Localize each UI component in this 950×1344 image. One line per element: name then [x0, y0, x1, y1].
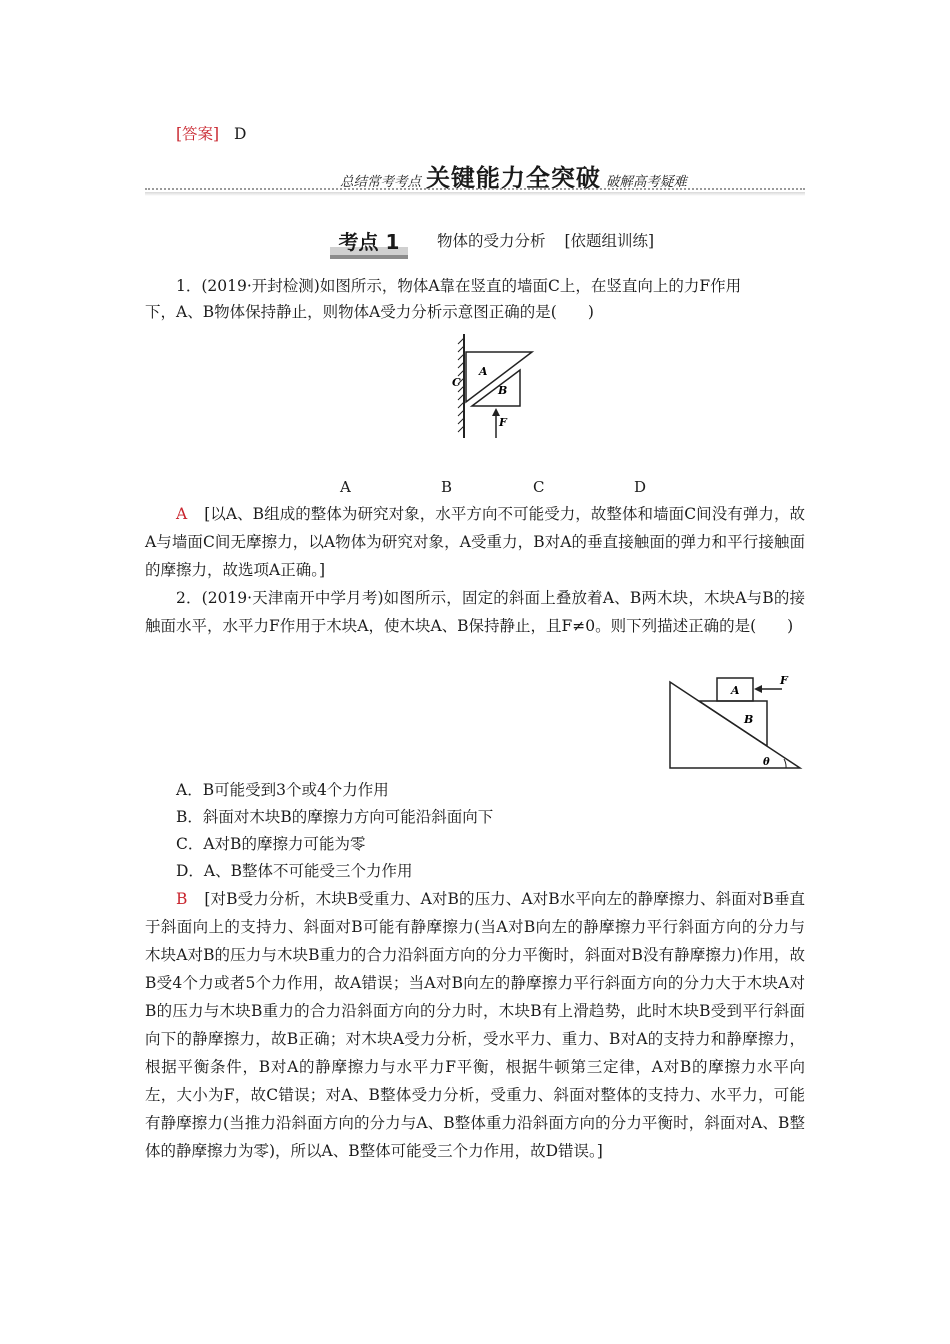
- q1-choice-d: D: [634, 478, 647, 496]
- q2-stem: 2．(2019·天津南开中学月考)如图所示，固定的斜面上叠放着A、B两木块，木块A与B的接触面水平，水平力F作用于木块A，使木块A、B保持静止，且F≠0。则下列描述正确的是( ): [145, 589, 805, 635]
- q1-choice-c: C: [533, 478, 545, 496]
- q1-force-arrowhead: [492, 408, 500, 416]
- section-tag: [依题组训练]: [564, 232, 655, 250]
- q1-answer-letter: A: [176, 505, 188, 523]
- q1-choice-a: A: [340, 478, 351, 496]
- banner-center: 关键能力全突破: [425, 164, 601, 192]
- q2-answer-letter: B: [176, 890, 188, 908]
- banner-left: 总结常考考点: [340, 174, 421, 190]
- q1-solution-text: [以A、B组成的整体为研究对象，水平方向不可能受力，故整体和墙面C间没有弹力，故A与墙面C间无摩擦力，以A物体为研究对象，A受重力，B对A的垂直接触面的弹力和平行接触面的摩擦力，故选项A正确。]: [145, 505, 805, 579]
- q1-label-f: F: [499, 416, 507, 429]
- q2-force-arrowhead: [754, 685, 762, 693]
- q1-label-c: C: [452, 376, 461, 389]
- section-badge: 考点 1: [330, 229, 408, 259]
- banner-shadow-rule: [145, 192, 805, 196]
- q2-label-a: A: [731, 684, 740, 697]
- q1-line1: 1．(2019·开封检测)如图所示，物体A靠在竖直的墙面C上，在竖直向上的力F作用: [176, 277, 742, 295]
- q2-angle-arc: [784, 759, 786, 768]
- banner-right: 破解高考疑难: [605, 174, 687, 190]
- q2-solution-text: [对B受力分析，木块B受重力、A对B的压力、A对B水平向左的静摩擦力、斜面对B垂直于斜面向上的支持力、斜面对B可能有静摩擦力(当A对B向左的静摩擦力平行斜面方向的分力与木块A对B的压力与木块B重力的合力沿斜面方向的分力平衡时，斜面对B没有静摩擦力)作用，故B受4个力或者5个力作用，故A错误；当A对B向左的静摩擦力平行斜面方向的分力大于木块A对B的压力与木块B重力的合力沿斜面方向的分力时，木块B有上滑趋势，此时木块B受到平行斜面向下的静摩擦力，故B正确；对木块A受力分析，受水平力、重力、B对A的支持力和静摩擦力，根据平衡条件，B对A的静摩擦力与水平力F平衡，根据牛顿第三定律，A对B的摩擦力水平向左，大小为F，故C错误；对A、B整体受力分析，受重力、斜面对整体的支持力、水平力，可能有静摩擦力(当推力沿斜面方向的分力与A、B整体重力沿斜面方向的分力平衡时，斜面对A、B整体的静摩擦力为零)，所以A、B整体可能受三个力作用，故D错误。]: [145, 890, 805, 1160]
- q1-label-b: B: [498, 384, 508, 397]
- answer-label: [答案]: [176, 125, 220, 143]
- q2-option-d: D．A、B整体不可能受三个力作用: [176, 862, 413, 880]
- q2-option-b: B．斜面对木块B的摩擦力方向可能沿斜面向下: [176, 808, 494, 826]
- q2-figure: [666, 670, 806, 772]
- q2-block-b: [699, 701, 767, 746]
- answer-line: [176, 124, 246, 144]
- answer-value: D: [234, 125, 247, 143]
- q1-solution: [145, 500, 805, 584]
- q2-solution: [145, 885, 805, 1165]
- q1-line2: 下，A、B物体保持静止，则物体A受力分析示意图正确的是( ): [145, 303, 594, 321]
- section-title: 物体的受力分析: [437, 232, 546, 250]
- q2-label-f: F: [780, 674, 788, 687]
- q2-option-a: A．B可能受到3个或4个力作用: [176, 781, 389, 799]
- section-title-row: [437, 231, 654, 251]
- q1-label-a: A: [479, 365, 488, 378]
- q1-choice-b: B: [441, 478, 453, 496]
- q2-option-c: C．A对B的摩擦力可能为零: [176, 835, 366, 853]
- q2-label-b: B: [744, 713, 754, 726]
- q2-label-theta: θ: [763, 757, 770, 768]
- banner-dotted-rule: [145, 188, 805, 190]
- q1-figure: [440, 330, 540, 442]
